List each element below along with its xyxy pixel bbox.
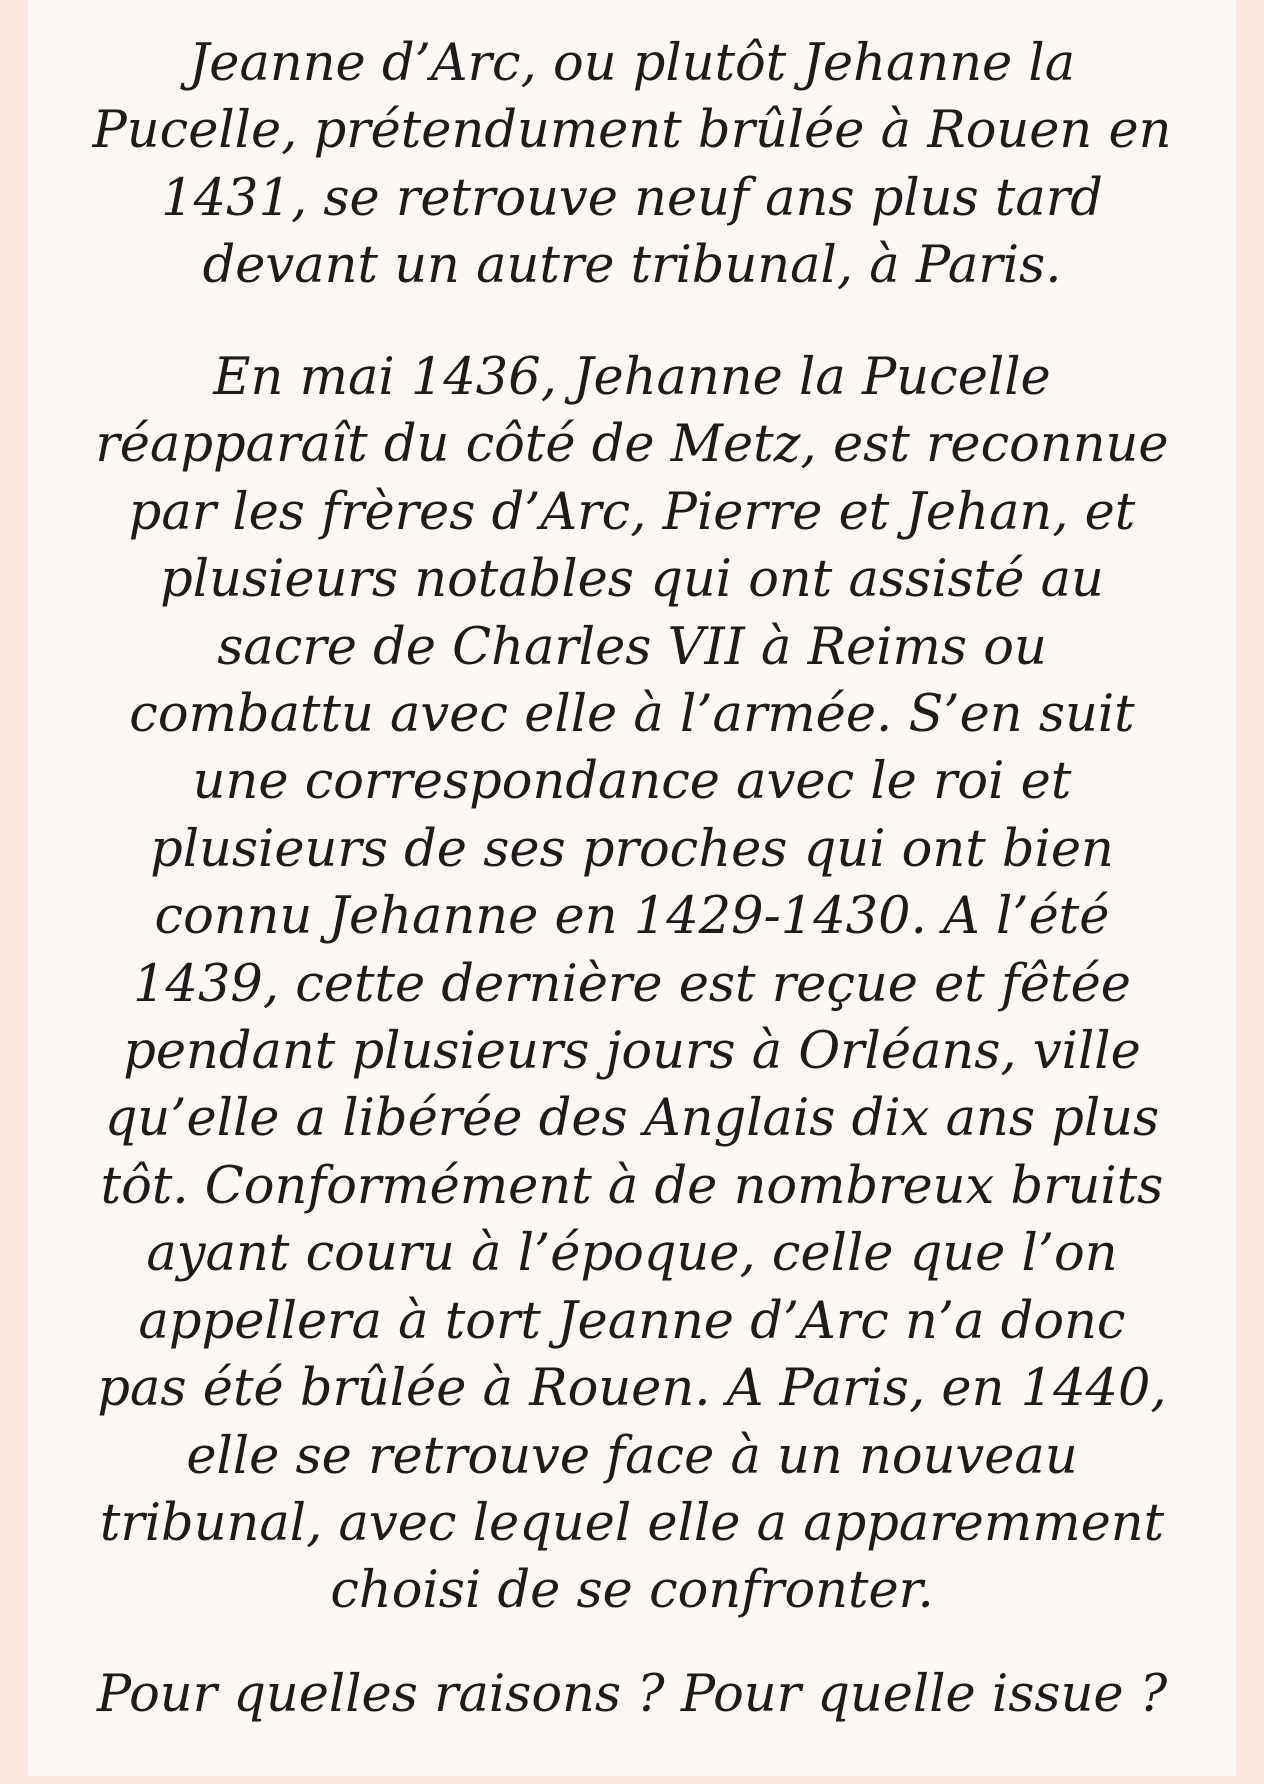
paragraph-question [28, 1661, 1236, 1728]
text-line: tôt. Conformément à de nombreux bruits [100, 1156, 1164, 1216]
text-line: plusieurs notables qui ont assisté au [160, 550, 1104, 610]
text-line: connu Jehanne en 1429-1430. A l’été [154, 887, 1110, 947]
text-line: combattu avec elle à l’armée. S’en suit [129, 685, 1135, 745]
text-line: 1439, cette dernière est reçue et fêtée [133, 954, 1131, 1014]
text-line: sacre de Charles VII à Reims ou [217, 617, 1047, 677]
text-line: plusieurs de ses proches qui ont bien [150, 819, 1114, 879]
text-line: Jeanne d’Arc, ou plutôt Jehanne la [188, 34, 1076, 93]
text-line: choisi de se confronter. [330, 1561, 934, 1621]
paragraph-intro [28, 30, 1236, 300]
text-line: qu’elle a libérée des Anglais dix ans plus [104, 1089, 1160, 1149]
text-line: ayant couru à l’époque, celle que l’on [146, 1224, 1118, 1284]
text-line: pas été brûlée à Rouen. A Paris, en 1440, [97, 1359, 1167, 1419]
text-line: pendant plusieurs jours à Orléans, ville [123, 1022, 1141, 1082]
paragraph-body [28, 344, 1236, 1625]
text-line: réapparaît du côté de Metz, est reconnue [95, 415, 1169, 475]
text-line: Pucelle, prétendument brûlée à Rouen en [92, 101, 1172, 161]
text-line: par les frères d’Arc, Pierre et Jehan, et [128, 482, 1136, 542]
document-page [28, 0, 1236, 1776]
text-line: une correspondance avec le roi et [192, 752, 1072, 812]
text-line: appellera à tort Jeanne d’Arc n’a donc [138, 1291, 1126, 1351]
text-line: tribunal, avec lequel elle a apparemment [99, 1493, 1165, 1553]
text-line: elle se retrouve face à un nouveau [186, 1426, 1078, 1486]
text-line: 1431, se retrouve neuf ans plus tard [161, 168, 1103, 228]
text-line: Pour quelles raisons ? Pour quelle issue ? [96, 1665, 1168, 1724]
text-line: devant un autre tribunal, à Paris. [202, 236, 1062, 296]
text-line: En mai 1436, Jehanne la Pucelle [213, 348, 1051, 407]
